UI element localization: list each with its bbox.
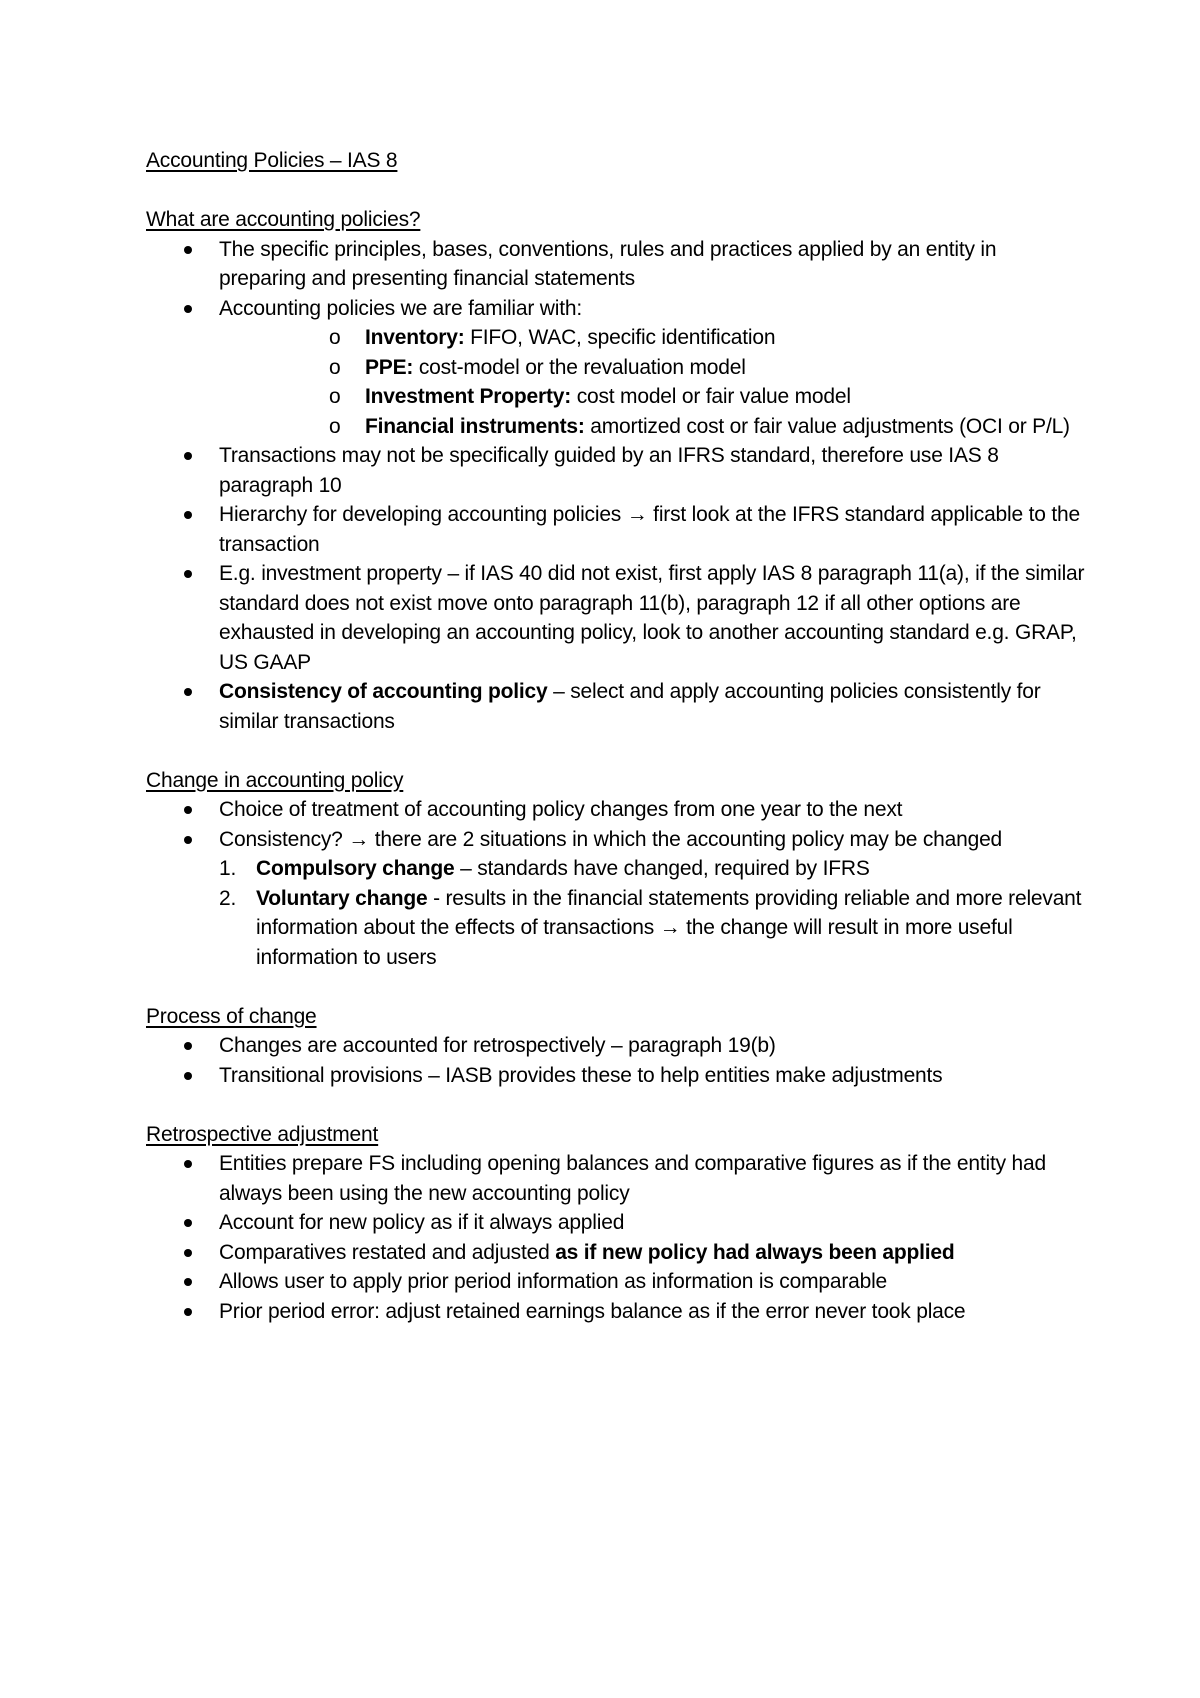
bullet-icon: [184, 452, 192, 460]
circle-bullet-icon: o: [329, 355, 341, 379]
numbered-item: 2. Voluntary change - results in the financial statements providing reliable and more relevant information about the effects of transactions → the change will result in more useful information to users: [219, 886, 1082, 969]
section-heading-retro: Retrospective adjustment: [146, 1122, 379, 1146]
document-title: Accounting Policies – IAS 8: [146, 149, 398, 172]
section-heading-change: Change in accounting policy: [146, 768, 404, 792]
section-heading-what: What are accounting policies?: [146, 208, 421, 231]
sub-list-item: o Inventory: FIFO, WAC, specific identification: [219, 323, 1086, 353]
circle-bullet-icon: o: [329, 326, 341, 349]
bullet-icon: [184, 1160, 192, 1168]
circle-bullet-icon: o: [329, 385, 341, 408]
bullet-icon: [184, 836, 192, 844]
list-item: Choice of treatment of accounting policy changes from one year to the next: [146, 795, 1086, 825]
bullet-list-retro: [146, 1149, 1086, 1326]
list-item: Accounting policies we are familiar with: o Inventory: FIFO, WAC, specific identification o PPE: cost-model or the revaluation model o Investment Property: cost model or fair value model o Financial instruments: amortized cost or fair value adjustments (OCI or P/L): [146, 294, 1086, 442]
bullet-list-what: [146, 235, 1086, 737]
document-page: [146, 146, 1086, 1326]
list-item: Comparatives restated and adjusted as if new policy had always been applied: [146, 1238, 1086, 1268]
list-item: Consistency of accounting policy – select and apply accounting policies consistently for similar transactions: [146, 677, 1086, 736]
arrow-right-icon: →: [626, 503, 648, 526]
list-item: Transactions may not be specifically guided by an IFRS standard, therefore use IAS 8 paragraph 10: [146, 441, 1086, 500]
arrow-right-icon: →: [348, 827, 370, 851]
bullet-icon: [184, 688, 192, 696]
list-item: Hierarchy for developing accounting policies → first look at the IFRS standard applicable to the transaction: [146, 500, 1086, 559]
list-item: Prior period error: adjust retained earnings balance as if the error never took place: [146, 1297, 1086, 1327]
bullet-icon: [184, 570, 192, 578]
list-item: Account for new policy as if it always applied: [146, 1208, 1086, 1238]
list-item: Entities prepare FS including opening balances and comparative figures as if the entity had always been using the new accounting policy: [146, 1149, 1086, 1208]
bullet-list-process: [146, 1031, 1086, 1090]
circle-bullet-icon: o: [329, 414, 341, 438]
bullet-icon: [184, 1219, 192, 1227]
bullet-icon: [184, 1072, 192, 1080]
list-item: Consistency? → there are 2 situations in which the accounting policy may be changed: [146, 825, 1086, 855]
bullet-icon: [184, 511, 192, 519]
sub-list-item: o Financial instruments: amortized cost or fair value adjustments (OCI or P/L): [219, 412, 1086, 442]
list-item: The specific principles, bases, conventions, rules and practices applied by an entity in preparing and presenting financial statements: [146, 235, 1086, 294]
bullet-icon: [184, 1308, 192, 1316]
bullet-icon: [184, 305, 192, 313]
numbered-item: 1. Compulsory change – standards have changed, required by IFRS: [219, 857, 870, 880]
sub-list-item: o Investment Property: cost model or fair value model: [219, 382, 1086, 412]
bullet-icon: [184, 246, 192, 254]
list-item: Changes are accounted for retrospectively – paragraph 19(b): [146, 1031, 1086, 1061]
list-item: Allows user to apply prior period information as information is comparable: [146, 1267, 1086, 1297]
sub-list: [219, 323, 1086, 441]
bullet-icon: [184, 1042, 192, 1050]
bullet-icon: [184, 806, 192, 814]
sub-list-item: o PPE: cost-model or the revaluation model: [219, 353, 1086, 383]
section-heading-process: Process of change: [146, 1004, 317, 1028]
bullet-icon: [184, 1249, 192, 1257]
arrow-right-icon: →: [659, 916, 681, 939]
list-item: Transitional provisions – IASB provides these to help entities make adjustments: [146, 1061, 1086, 1091]
bullet-icon: [184, 1278, 192, 1286]
list-item: E.g. investment property – if IAS 40 did not exist, first apply IAS 8 paragraph 11(a), if the similar standard does not exist move onto paragraph 11(b), paragraph 12 if all other options are exhausted in developing an accounting policy, look to another accounting standard e.g. GRAP, US GAAP: [146, 559, 1086, 677]
numbered-list-change: [146, 854, 1086, 972]
bullet-list-change: [146, 795, 1086, 854]
